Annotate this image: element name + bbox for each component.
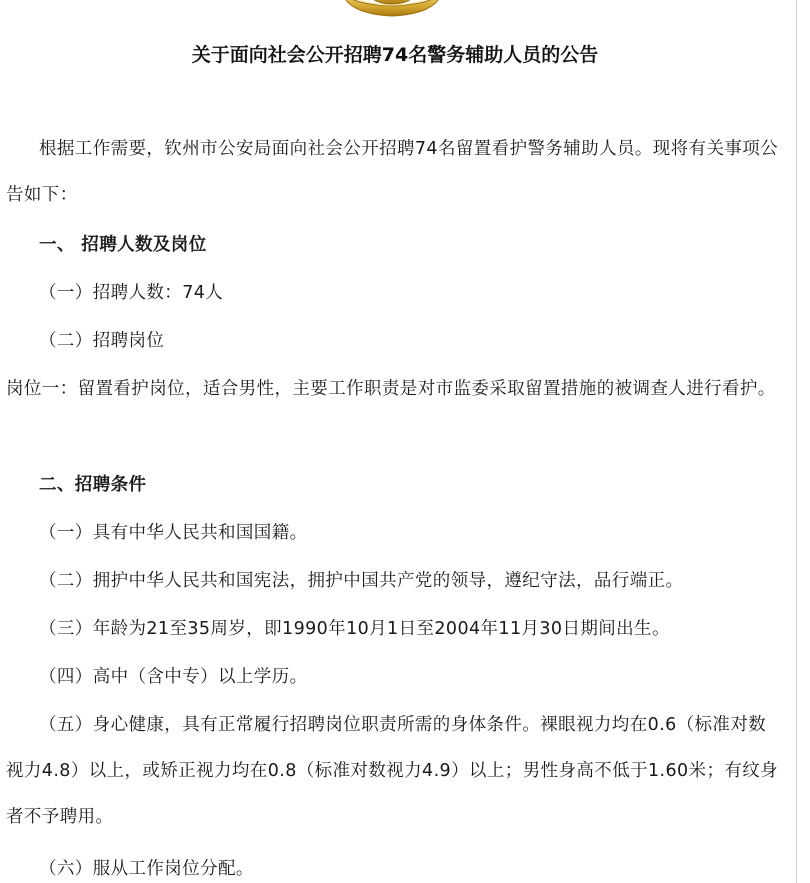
section2-item-age: （三）年龄为21至35周岁，即1990年10月1日至2004年11月30日期间出生。	[39, 619, 670, 639]
section2-item-conduct: （二）拥护中华人民共和国宪法，拥护中国共产党的领导，遵纪守法，品行端正。	[39, 571, 684, 591]
police-emblem-icon	[338, 0, 446, 18]
section1-heading: 一、 招聘人数及岗位	[39, 235, 207, 255]
page-title: 关于面向社会公开招聘74名警务辅助人员的公告	[191, 44, 599, 66]
section1-post-description: 岗位一：留置看护岗位，适合男性，主要工作职责是对市监委采取留置措施的被调查人进行看护。	[6, 379, 776, 399]
section2-item-nationality: （一）具有中华人民共和国国籍。	[39, 523, 308, 543]
section2-item-education: （四）高中（含中专）以上学历。	[39, 667, 308, 687]
page-edge-divider	[796, 0, 797, 883]
section2-item-health: （五）身心健康，具有正常履行招聘岗位职责所需的身体条件。裸眼视力均在0.6（标准对数视力4.8）以上，或矫正视力均在0.8（标准对数视力4.9）以上；男性身高不低于1.60米；有纹身者不予聘用。	[6, 715, 779, 827]
section1-item-count: （一）招聘人数：74人	[39, 283, 224, 303]
section1-item-posts: （二）招聘岗位	[39, 331, 165, 351]
section2-heading: 二、招聘条件	[39, 475, 147, 495]
section2-item-assignment: （六）服从工作岗位分配。	[39, 859, 254, 879]
intro-paragraph: 根据工作需要，钦州市公安局面向社会公开招聘74名留置看护警务辅助人员。现将有关事项公告如下：	[6, 139, 779, 205]
